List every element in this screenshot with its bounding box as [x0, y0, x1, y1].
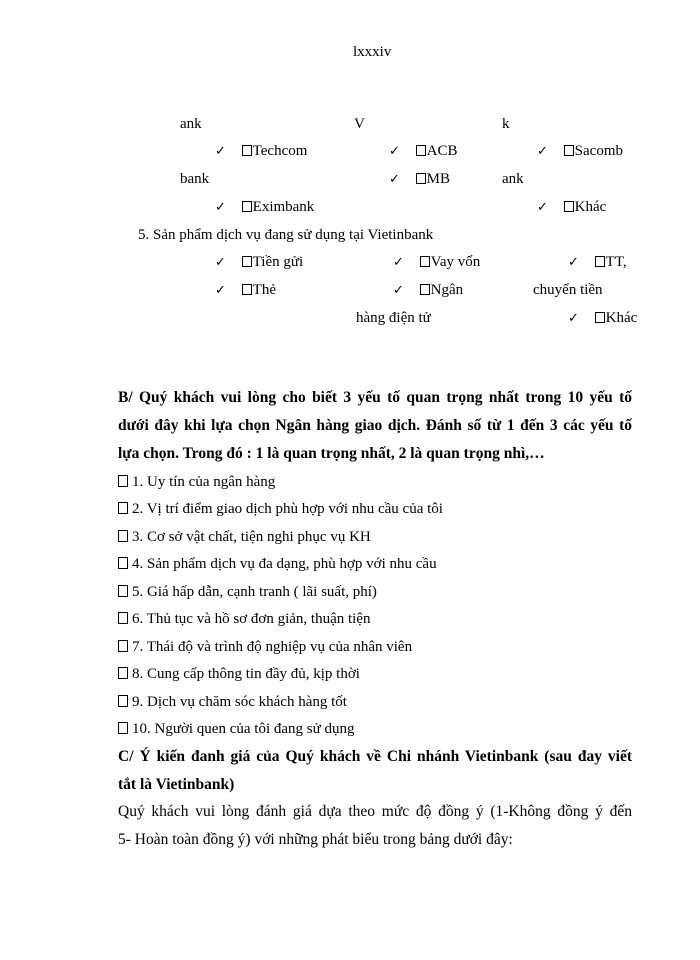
checkmark-icon	[389, 143, 400, 159]
bank-row1-c: k	[502, 116, 510, 132]
checkbox-icon	[118, 502, 128, 514]
checkbox-icon	[118, 612, 128, 624]
checkbox-icon	[564, 145, 574, 156]
option-ebanking-continued: hàng điện tử	[356, 310, 431, 326]
bank-row3-a: bank	[180, 171, 210, 187]
checkbox-icon	[242, 284, 252, 295]
factor-item[interactable]: 6. Thủ tục và hồ sơ đơn giản, thuận tiện	[118, 610, 370, 628]
checkmark-icon	[537, 143, 548, 159]
checkmark-icon	[389, 171, 400, 187]
checkbox-icon	[242, 256, 252, 267]
checkbox-icon	[242, 201, 252, 212]
factor-item[interactable]: 5. Giá hấp dẫn, cạnh tranh ( lãi suất, phí)	[118, 583, 377, 601]
checkbox-icon	[416, 173, 426, 184]
checkmark-icon	[215, 282, 226, 298]
question-5-title: 5. Sản phẩm dịch vụ đang sử dụng tại Vietinbank	[138, 227, 434, 243]
option-label: TT,	[605, 254, 627, 270]
option-ebanking[interactable]	[393, 281, 463, 300]
option-product-other[interactable]	[568, 309, 637, 328]
option-label: ACB	[426, 143, 458, 159]
checkmark-icon	[537, 199, 548, 215]
checkbox-icon	[242, 145, 252, 156]
checkbox-icon	[118, 557, 128, 569]
option-label: MB	[426, 171, 450, 187]
option-mb[interactable]	[389, 170, 450, 189]
option-label: Khác	[574, 199, 607, 215]
option-label: Thẻ	[252, 282, 276, 298]
checkbox-icon	[118, 530, 128, 542]
option-card[interactable]	[215, 281, 276, 300]
option-eximbank[interactable]	[215, 198, 314, 217]
checkbox-icon	[118, 475, 128, 487]
checkbox-icon	[118, 585, 128, 597]
checkmark-icon	[215, 199, 226, 215]
option-label: Techcom	[252, 143, 308, 159]
bank-row3-c: ank	[502, 171, 524, 187]
option-label: Sacomb	[574, 143, 623, 159]
option-deposit[interactable]	[215, 253, 303, 272]
option-label: Ngân	[430, 282, 464, 298]
option-bank-other[interactable]	[537, 198, 606, 217]
factor-item[interactable]: 10. Người quen của tôi đang sử dụng	[118, 720, 355, 738]
checkbox-icon	[420, 284, 430, 295]
option-label: Eximbank	[252, 199, 315, 215]
factor-item[interactable]: 9. Dịch vụ chăm sóc khách hàng tốt	[118, 693, 347, 711]
option-loan[interactable]	[393, 253, 480, 272]
option-techcombank[interactable]	[215, 142, 307, 161]
factor-item[interactable]: 3. Cơ sở vật chất, tiện nghi phục vụ KH	[118, 528, 371, 546]
section-c-heading-line1: C/ Ý kiến đanh giá của Quý khách về Chi nhánh Vietinbank (sau đay viết	[118, 748, 632, 765]
checkbox-icon	[420, 256, 430, 267]
checkbox-icon	[118, 640, 128, 652]
checkmark-icon	[393, 282, 404, 298]
section-c-heading-line2: tắt là Vietinbank)	[118, 776, 235, 793]
checkbox-icon	[595, 256, 605, 267]
bank-row1-b: V	[354, 116, 365, 132]
section-b-heading-line2: dưới đây khi lựa chọn Ngân hàng giao dịch. Đánh số từ 1 đến 3 các yếu tố	[118, 417, 632, 434]
section-c-paragraph-line1: Quý khách vui lòng đánh giá dựa theo mức độ đồng ý (1-Không đồng ý đến	[118, 803, 632, 820]
section-c-paragraph-line2: 5- Hoàn toàn đồng ý) với những phát biểu trong bảng dưới đây:	[118, 831, 513, 848]
option-sacombank[interactable]	[537, 142, 623, 161]
checkbox-icon	[118, 667, 128, 679]
checkbox-icon	[595, 312, 605, 323]
section-b-heading-line1: B/ Quý khách vui lòng cho biết 3 yếu tố quan trọng nhất trong 10 yếu tố	[118, 389, 632, 406]
factor-item[interactable]: 1. Uy tín của ngân hàng	[118, 473, 275, 491]
option-transfer-continued: chuyển tiền	[533, 282, 603, 298]
option-acb[interactable]	[389, 142, 458, 161]
bank-row1-a: ank	[180, 116, 202, 132]
checkbox-icon	[564, 201, 574, 212]
checkbox-icon	[118, 722, 128, 734]
section-b-heading-line3: lựa chọn. Trong đó : 1 là quan trọng nhất, 2 là quan trọng nhì,…	[118, 445, 545, 462]
page-number: lxxxiv	[353, 44, 392, 60]
option-payment-transfer[interactable]	[568, 253, 627, 272]
factor-item[interactable]: 7. Thái độ và trình độ nghiệp vụ của nhân viên	[118, 638, 412, 656]
checkbox-icon	[118, 695, 128, 707]
checkmark-icon	[568, 254, 579, 270]
checkbox-icon	[416, 145, 426, 156]
checkmark-icon	[215, 254, 226, 270]
checkmark-icon	[393, 254, 404, 270]
factor-item[interactable]: 2. Vị trí điểm giao dịch phù hợp với nhu cầu của tôi	[118, 500, 443, 518]
option-label: Khác	[605, 310, 638, 326]
factor-item[interactable]: 8. Cung cấp thông tin đầy đủ, kịp thời	[118, 665, 360, 683]
factor-item[interactable]: 4. Sản phẩm dịch vụ đa dạng, phù hợp với nhu cầu	[118, 555, 437, 573]
option-label: Vay vốn	[430, 254, 481, 270]
checkmark-icon	[568, 310, 579, 326]
option-label: Tiền gửi	[252, 254, 304, 270]
checkmark-icon	[215, 143, 226, 159]
